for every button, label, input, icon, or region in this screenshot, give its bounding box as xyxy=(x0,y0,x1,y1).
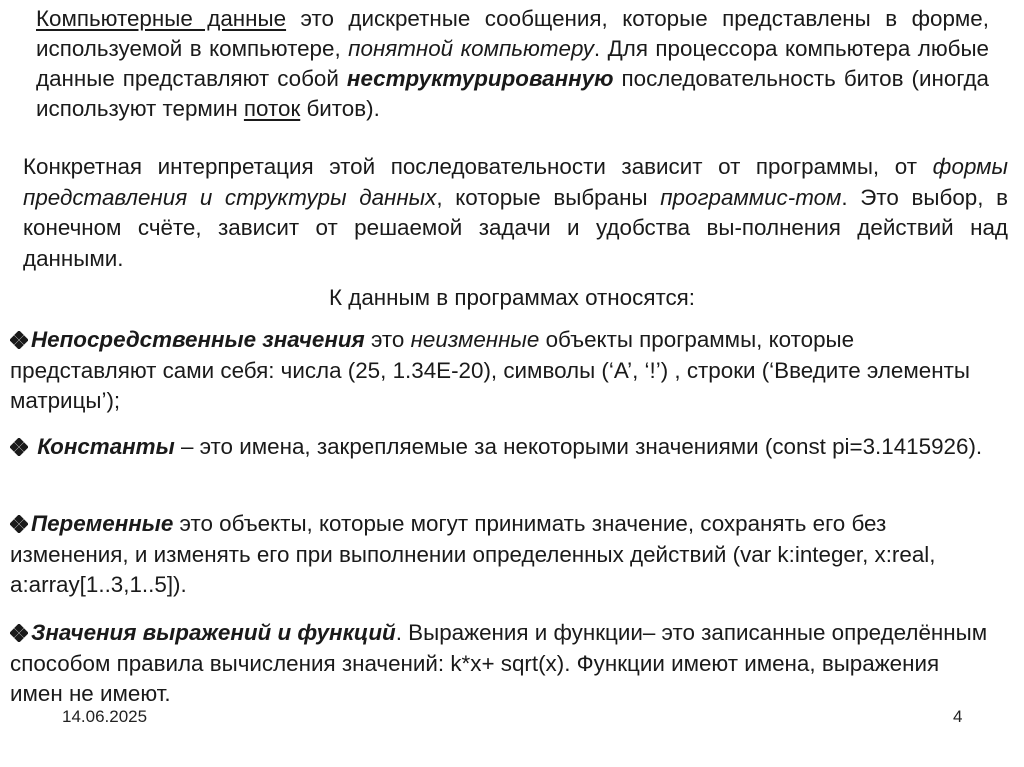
page-number: 4 xyxy=(953,707,963,726)
intro-text-3: последовательность битов (иногда используют термин xyxy=(36,66,989,121)
item-title: Константы xyxy=(37,434,175,459)
list-lead-heading: К данным в программах относятся: xyxy=(329,285,695,310)
item-text-1: это xyxy=(364,327,411,352)
list-item-immediate-values xyxy=(10,325,990,417)
diamond-bullet-icon xyxy=(10,438,28,456)
interp-text-3: . Это выбор, в конечном счёте, зависит от решаемой задачи и удобства вы-полнения действий над данными. xyxy=(23,184,1008,271)
item-title: Значения выражений и функций xyxy=(31,620,396,645)
item-text-1: это объекты, которые могут принимать значение, сохранять его без изменения, и изменять его при выполнении определенных действий (var k:integer, x:real, a:array[1..3,1..5]). xyxy=(10,511,936,597)
diamond-bullet-icon xyxy=(10,515,28,533)
diamond-bullet-icon xyxy=(10,624,28,642)
item-title: Переменные xyxy=(31,511,174,536)
diamond-bullet-icon xyxy=(10,331,28,349)
intro-text-2: . Для процессора компьютера любые данные представляют собой xyxy=(36,36,989,91)
interp-text-2: , которые выбраны xyxy=(436,184,661,210)
term-computer-data: Компьютерные данные xyxy=(36,6,287,31)
intro-text-1: это дискретные сообщения, которые представлены в форме, используемой в компьютере, xyxy=(36,6,989,61)
interp-text-1: Конкретная интерпретация этой последовательности зависит от программы, от xyxy=(23,154,933,179)
item-text-1: . Выражения и функции– это записанные определённым способом правила вычисления значений: k*x+ sqrt(x). Функции имеют имена, выражения имен не имеют. xyxy=(10,620,988,706)
list-item-variables xyxy=(10,509,990,601)
interpretation-paragraph xyxy=(23,152,1008,274)
list-item-expressions-functions xyxy=(10,618,990,710)
item-italic-1: неизменные xyxy=(410,327,540,352)
interp-italic-1: формы представления и структуры данных xyxy=(23,154,1008,210)
intro-underline-stream: поток xyxy=(243,96,301,121)
intro-italic-1: понятной компьютеру xyxy=(348,36,594,61)
intro-paragraph xyxy=(36,4,989,124)
item-text-2: объекты программы, которые представляют сами себя: числа (25, 1.34E-20), символы (‘A’, ‘!’) , строки (‘Введите элементы матрицы’); xyxy=(10,327,970,413)
interp-italic-2: программис-том xyxy=(660,184,842,210)
list-item-constants xyxy=(10,432,990,463)
intro-text-4: битов). xyxy=(300,96,380,121)
footer-date: 14.06.2025 xyxy=(62,707,148,726)
item-title: Непосредственные значения xyxy=(31,327,365,352)
item-text-1: – это имена, закрепляемые за некоторыми значениями (const pi=3.1415926). xyxy=(174,434,983,459)
intro-bold-italic-1: неструктурированную xyxy=(346,66,614,91)
